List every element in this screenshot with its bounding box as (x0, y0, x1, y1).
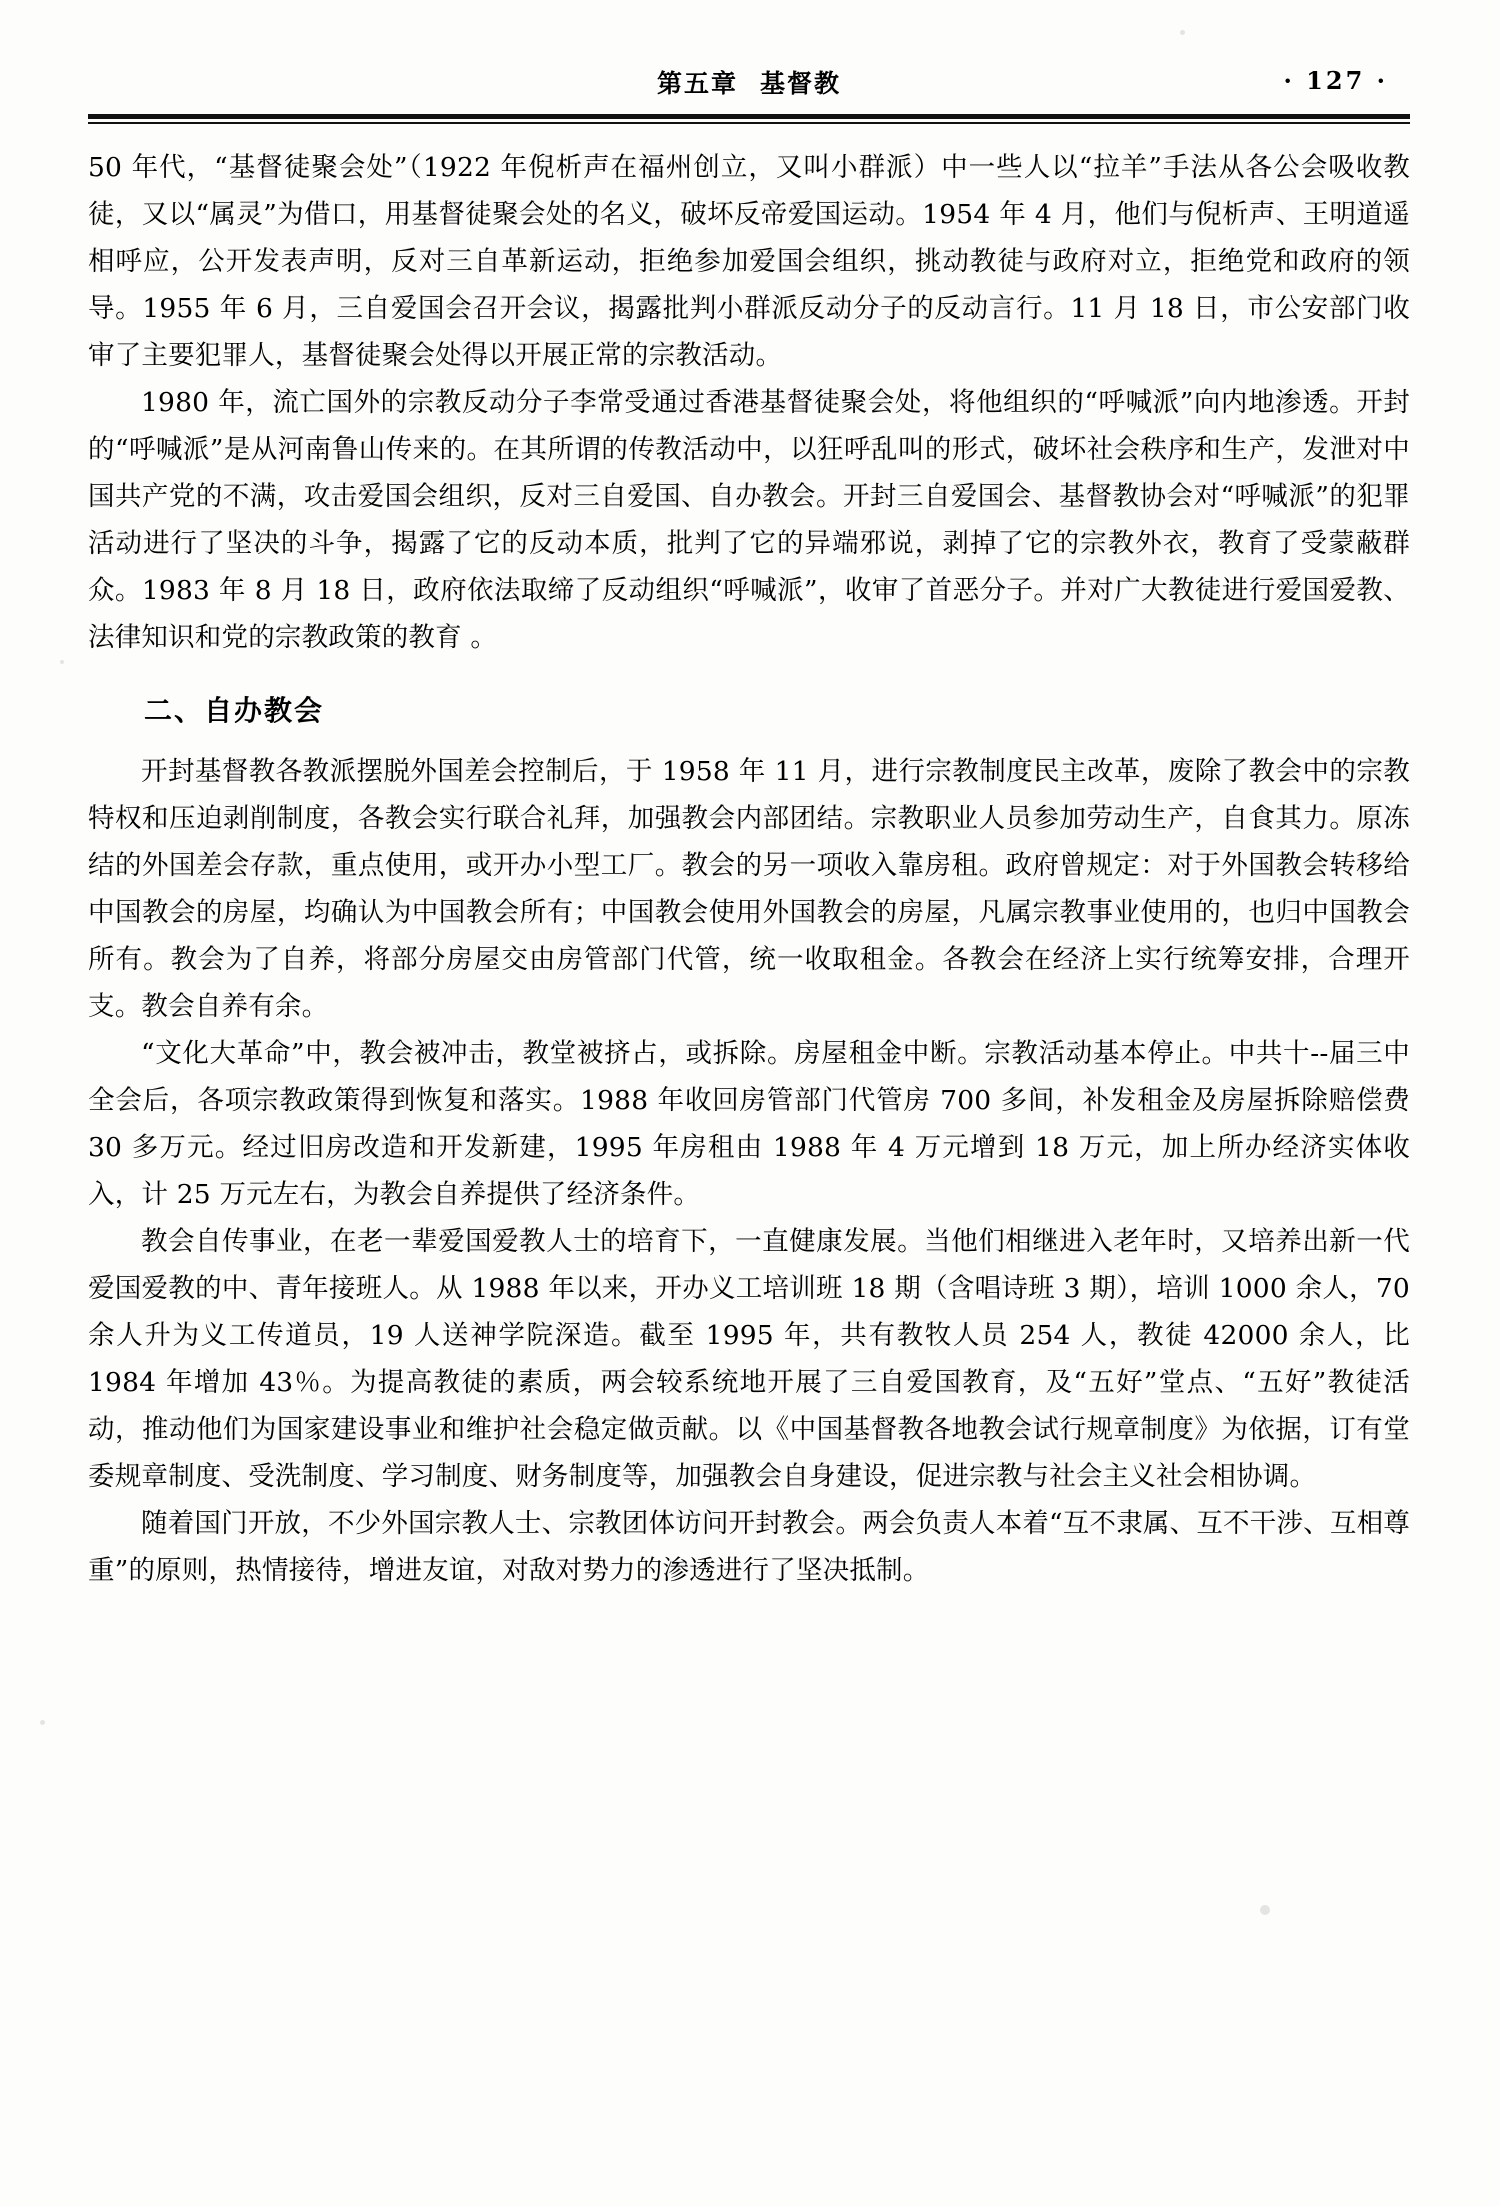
page-content-area (88, 62, 1410, 1594)
paragraph: 随着国门开放，不少外国宗教人士、宗教团体访问开封教会。两会负责人本着“互不隶属、互不干涉、互相尊重”的原则，热情接待，增进友谊，对敌对势力的渗透进行了坚决抵制。 (88, 1508, 1410, 1586)
header-chapter-title (657, 64, 841, 100)
paragraph: 50 年代，“基督徒聚会处”（1922 年倪析声在福州创立，又叫小群派）中一些人以“拉羊”手法从各公会吸收教徒，又以“属灵”为借口，用基督徒聚会处的名义，破坏反帝爱国运动。1954 年 4 月，他们与倪析声、王明道遥相呼应，公开发表声明，反对三自革新运动，拒绝参加爱国会组织，挑动教徒与政府对立，拒绝党和政府的领导。1955 年 6 月，三自爱国会召开会议，揭露批判小群派反动分子的反动言行。11 月 18 日，市公安部门收审了主要犯罪人，基督徒聚会处得以开展正常的宗教活动。 (88, 152, 1410, 371)
paragraph: 1980 年，流亡国外的宗教反动分子李常受通过香港基督徒聚会处，将他组织的“呼喊派”向内地渗透。开封的“呼喊派”是从河南鲁山传来的。在其所谓的传教活动中，以狂呼乱叫的形式，破坏社会秩序和生产，发泄对中国共产党的不满，攻击爱国会组织，反对三自爱国、自办教会。开封三自爱国会、基督教协会对“呼喊派”的犯罪活动进行了坚决的斗争，揭露了它的反动本质，批判了它的异端邪说，剥掉了它的宗教外衣，教育了受蒙蔽群众。1983 年 8 月 18 日，政府依法取缔了反动组织“呼喊派”，收审了首恶分子。并对广大教徒进行爱国爱教、法律知识和党的宗教政策的教育 。 (88, 387, 1410, 653)
paragraph: 开封基督教各教派摆脱外国差会控制后，于 1958 年 11 月，进行宗教制度民主改革，废除了教会中的宗教特权和压迫剥削制度，各教会实行联合礼拜，加强教会内部团结。宗教职业人员参加劳动生产，自食其力。原冻结的外国差会存款，重点使用，或开办小型工厂。教会的另一项收入靠房租。政府曾规定：对于外国教会转移给中国教会的房屋，均确认为中国教会所有；中国教会使用外国教会的房屋，凡属宗教事业使用的，也归中国教会所有。教会为了自养，将部分房屋交由房管部门代管，统一收取租金。各教会在经济上实行统筹安排，合理开支。教会自养有余。 (88, 756, 1410, 1022)
scan-speck (40, 1720, 45, 1725)
page-header (88, 62, 1410, 110)
body-text (88, 144, 1410, 1594)
paragraph: “文化大革命”中，教会被冲击，教堂被挤占，或拆除。房屋租金中断。宗教活动基本停止。中共十--届三中全会后，各项宗教政策得到恢复和落实。1988 年收回房管部门代管房 700 多间，补发租金及房屋拆除赔偿费 30 多万元。经过旧房改造和开发新建，1995 年房租由 1988 年 4 万元增到 18 万元，加上所办经济实体收入，计 25 万元左右，为教会自养提供了经济条件。 (88, 1038, 1410, 1210)
chapter-number-label: 第五章 (656, 69, 738, 98)
paragraph: 教会自传事业，在老一辈爱国爱教人士的培育下，一直健康发展。当他们相继进入老年时，又培养出新一代爱国爱教的中、青年接班人。从 1988 年以来，开办义工培训班 18 期（含唱诗班 3 期），培训 1000 余人，70 余人升为义工传道员，19 人送神学院深造。截至 1995 年，共有教牧人员 254 人，教徒 42000 余人，比 1984 年增加 43％。为提高教徒的素质，两会较系统地开展了三自爱国教育，及“五好”堂点、“五好”教徒活动，推动他们为国家建设事业和维护社会稳定做贡献。以《中国基督教各地教会试行规章制度》为依据，订有堂委规章制度、受洗制度、学习制度、财务制度等，加强教会自身建设，促进宗教与社会主义社会相协调。 (88, 1226, 1410, 1492)
scan-speck (60, 660, 64, 664)
page-number: · 127 · (1283, 66, 1388, 95)
scan-speck (1180, 30, 1185, 35)
chapter-title-label: 基督教 (760, 69, 842, 98)
section-heading: 二、自办教会 (144, 694, 325, 727)
header-rule-thin (88, 122, 1410, 124)
header-rule-thick (88, 114, 1410, 119)
scan-speck (1260, 1905, 1270, 1915)
